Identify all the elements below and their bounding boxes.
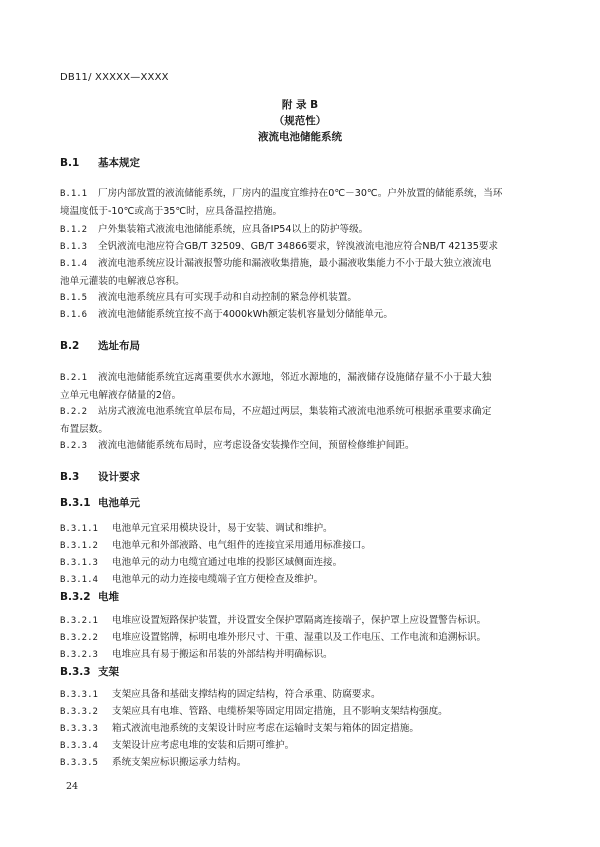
clause-number: B.3.2.1 [60,616,98,626]
section-number: B.1 [60,157,80,169]
clause-b321 [60,612,545,630]
clause-text: 电池单元的动力电缆宜通过电堆的投影区域侧面连接。 [112,557,343,568]
subsection-heading-b33 [60,664,119,679]
clause-number: B.3.2.2 [60,633,98,643]
subsection-title: 电池单元 [98,497,140,509]
clause-b323 [60,646,545,664]
clause-b2-3 [60,437,545,455]
clause-text-cont: 布置层数。 [60,424,108,435]
clause-text-cont: 立单元电解液存储量的2倍。 [60,390,182,401]
clause-text: 支架应具有电堆、管路、电缆桥架等固定用固定措施，且不影响支架结构强度。 [112,706,448,717]
clause-number: B.1.3 [60,242,88,252]
clause-b1-5 [60,289,545,307]
clause-text-cont: 境温度低于-10℃或高于35℃时，应具备温控措施。 [60,206,283,217]
clause-text: 支架设计应考虑电堆的安装和后期可维护。 [112,740,295,751]
document-code: DB11/ XXXXX—XXXX [60,72,169,83]
clause-b1-4 [60,255,545,290]
clause-b1-1 [60,185,545,220]
clause-b1-3 [60,238,545,256]
clause-b311 [60,520,545,538]
section-heading-b3 [60,469,140,484]
clause-number: B.3.3.1 [60,690,98,700]
clause-text: 液流电池储能系统宜远离重要供水水源地，邻近水源地的，漏液储存设施储存量不小于最大独 [98,372,492,383]
clause-text: 户外集装箱式液流电池储能系统，应具备IP54以上的防护等级。 [98,224,369,235]
clause-text: 系统支架应标识搬运承力结构。 [112,757,247,768]
appendix-header [0,97,600,145]
clause-number: B.3.3.4 [60,741,98,751]
clause-text: 电堆应设置铭牌，标明电堆外形尺寸、干重、湿重以及工作电压、工作电流和追溯标识。 [112,632,487,643]
clause-text: 支架应具备和基础支撑结构的固定结构，符合承重、防腐要求。 [112,689,381,700]
clause-b322 [60,629,545,647]
clause-number: B.1.5 [60,293,88,303]
clause-number: B.2.2 [60,407,88,417]
clause-text: 电堆应设置短路保护装置，并设置安全保护罩隔离连接端子，保护罩上应设置警告标识。 [112,615,487,626]
clause-text: 电池单元和外部液路、电气组件的连接宜采用通用标准接口。 [112,540,372,551]
clause-number: B.3.1.3 [60,558,98,568]
clause-number: B.1.2 [60,225,88,235]
clause-number: B.3.3.3 [60,724,98,734]
clause-b1-6 [60,306,545,324]
page-number: 24 [66,781,79,792]
clause-text: 厂房内部放置的液流储能系统，厂房内的温度宜维持在0℃－30℃。户外放置的储能系统，当环 [98,188,503,199]
clause-text: 站房式液流电池系统宜单层布局，不应超过两层，集装箱式液流电池系统可根据承重要求确定 [98,406,492,417]
subsection-title: 电堆 [98,591,119,603]
section-title: 基本规定 [98,157,140,169]
clause-b335 [60,754,545,772]
clause-number: B.2.1 [60,373,88,383]
section-number: B.2 [60,340,80,352]
clause-b314 [60,571,545,589]
subsection-heading-b32 [60,589,119,604]
clause-number: B.2.3 [60,441,88,451]
clause-text: 电池单元的动力连接电缆端子宜方便检查及维护。 [112,574,324,585]
clause-b313 [60,554,545,572]
clause-text-cont: 池单元灌装的电解液总容积。 [60,276,185,287]
subsection-number: B.3.1 [60,497,91,509]
clause-number: B.3.3.2 [60,707,98,717]
clause-text: 箱式液流电池系统的支架设计时应考虑在运输时支架与箱体的固定措施。 [112,723,419,734]
clause-b312 [60,537,545,555]
clause-number: B.1.6 [60,310,88,320]
subsection-title: 支架 [98,666,119,678]
clause-text: 电堆应具有易于搬运和吊装的外部结构并明确标识。 [112,649,333,660]
section-heading-b2 [60,338,140,353]
clause-b334 [60,737,545,755]
clause-text: 电池单元宜采用模块设计，易于安装、调试和维护。 [112,523,333,534]
clause-b2-2 [60,403,545,438]
clause-number: B.3.1.2 [60,541,98,551]
clause-number: B.3.1.1 [60,524,98,534]
clause-text: 液流电池系统应具有可实现手动和自动控制的紧急停机装置。 [98,292,358,303]
clause-b331 [60,686,545,704]
section-number: B.3 [60,471,80,483]
clause-text: 液流电池储能系统布局时，应考虑设备安装操作空间，预留检修维护间距。 [98,440,415,451]
appendix-title: 附 录 B [281,99,319,111]
clause-number: B.3.2.3 [60,650,98,660]
clause-text: 液流电池系统应设计漏液报警功能和漏液收集措施，最小漏液收集能力不小于最大独立液流电 [98,258,492,269]
appendix-nature: （规范性） [273,115,327,127]
clause-b1-2 [60,221,545,239]
clause-number: B.3.3.5 [60,758,98,768]
clause-number: B.1.1 [60,189,88,199]
section-title: 设计要求 [98,471,140,483]
clause-text: 全钒液流电池应符合GB/T 32509、GB/T 34866要求，锌溴液流电池应符合NB/T 42135要求 [98,241,499,252]
clause-b333 [60,720,545,738]
clause-b2-1 [60,369,545,404]
clause-text: 液流电池储能系统宜按不高于4000kWh额定装机容量划分储能单元。 [98,309,393,320]
clause-number: B.3.1.4 [60,575,98,585]
appendix-name: 液流电池储能系统 [258,131,342,143]
section-title: 选址布局 [98,340,140,352]
clause-number: B.1.4 [60,259,88,269]
subsection-number: B.3.3 [60,666,91,678]
subsection-number: B.3.2 [60,591,91,603]
clause-b332 [60,703,545,721]
section-heading-b1 [60,155,140,170]
subsection-heading-b31 [60,495,140,510]
